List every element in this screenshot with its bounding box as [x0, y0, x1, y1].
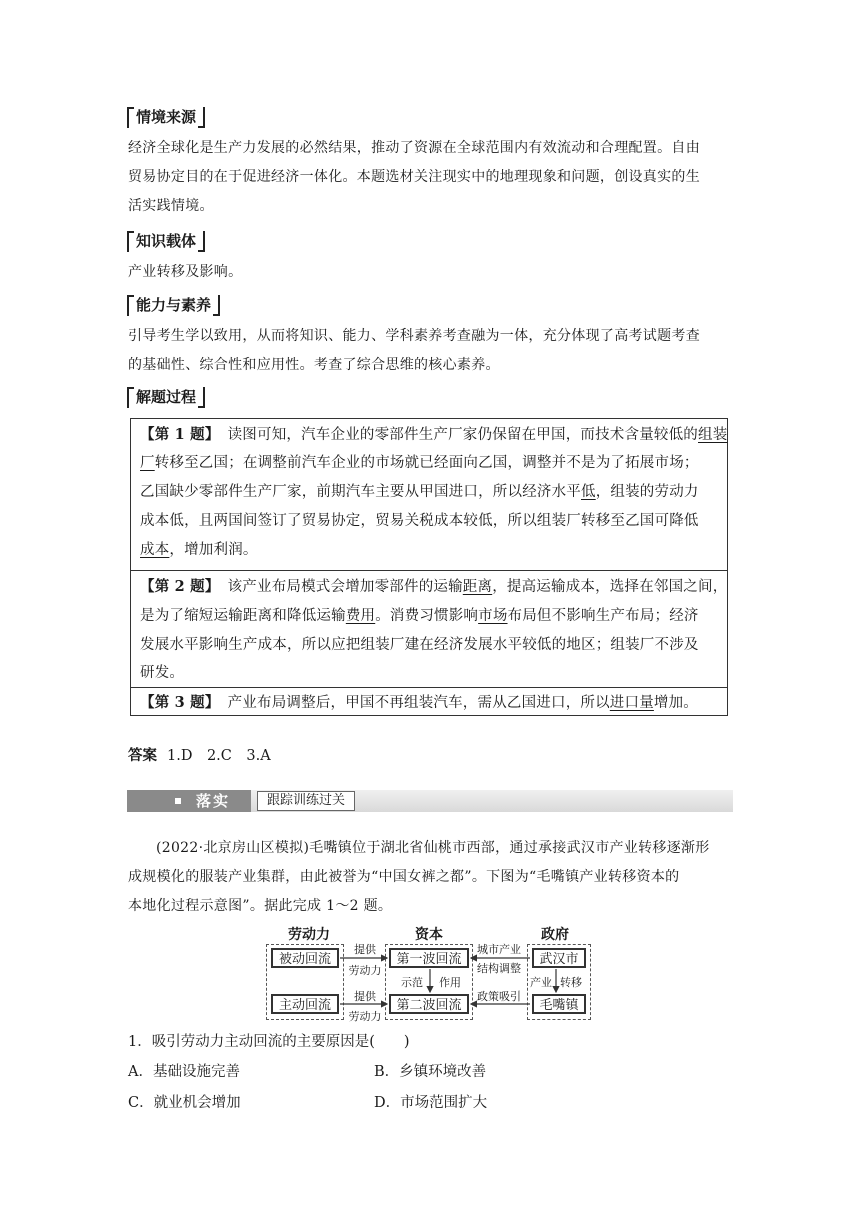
- diagram-col-gov: 政府: [541, 927, 569, 943]
- solution-row-q3: [131, 687, 727, 717]
- diagram-col-labor: 劳动力: [288, 927, 330, 943]
- paragraph-line: 产业转移及影响。: [128, 264, 243, 280]
- gov-wuhan-box: 武汉市: [532, 948, 586, 968]
- labor-passive-box: 被动回流: [271, 948, 339, 968]
- question-tag: 【第 2 题】: [140, 578, 220, 595]
- text: 产业布局调整后，甲国不再组装汽车，需从乙国进口，所以: [227, 695, 610, 711]
- gov-maozui-box: 毛嘴镇: [532, 994, 586, 1014]
- option-b: B．乡镇环境改善: [374, 1064, 487, 1080]
- context-paragraph: [128, 134, 736, 221]
- paragraph-line: 活实践情境。: [128, 198, 214, 214]
- answer-line: [128, 744, 271, 765]
- solution-line: [140, 538, 258, 559]
- answer-label: 答案: [128, 748, 157, 764]
- solution-line: [140, 633, 699, 654]
- solution-line: [140, 423, 727, 444]
- option-a: A．基础设施完善: [128, 1064, 240, 1080]
- text: 。消费习惯影响: [375, 608, 479, 624]
- option-d: D．市场范围扩大: [374, 1095, 488, 1111]
- question-stem: 1．吸引劳动力主动回流的主要原因是( ): [128, 1034, 410, 1050]
- text: 乙国缺少零部件生产厂家，前期汽车主要从甲国进口，所以经济水平: [140, 484, 581, 500]
- question-tag: 【第 1 题】: [140, 426, 220, 443]
- paragraph-line: 成规模化的服装产业集群，由此被誉为“中国女裤之都”。下图为“毛嘴镇产业转移资本的: [128, 869, 680, 885]
- paragraph-line: (2022·北京房山区模拟)毛嘴镇位于湖北省仙桃市西部，通过承接武汉市产业转移逐渐形: [156, 840, 710, 856]
- capital-second-box: 第二波回流: [389, 994, 469, 1014]
- arrow-label: 提供: [354, 943, 376, 956]
- section-heading-knowledge: 知识载体: [127, 230, 205, 252]
- underlined-key: 组装: [698, 427, 728, 443]
- solution-line: [140, 480, 699, 501]
- paragraph-line: 贸易协定目的在于促进经济一体化。本题选材关注现实中的地理现象和问题，创设真实的生: [128, 169, 700, 185]
- section-heading-ability: 能力与素养: [127, 294, 220, 316]
- section-banner: [127, 790, 733, 812]
- paragraph-line: 经济全球化是生产力发展的必然结果，推动了资源在全球范围内有效流动和合理配置。自由: [128, 140, 700, 156]
- text: 增加。: [653, 695, 699, 711]
- solution-table: [130, 418, 728, 716]
- paragraph-line: 引导考生学以致用，从而将知识、能力、学科素养考查融为一体，充分体现了高考试题考查: [128, 328, 700, 344]
- banner-dark-tab: [127, 790, 251, 812]
- text: ，提高运输成本，选择在邻国之间，: [492, 579, 728, 595]
- text: 该产业布局模式会增加零部件的运输: [227, 579, 463, 595]
- square-icon: [175, 798, 181, 804]
- ability-paragraph: [128, 322, 736, 380]
- underlined-key: 厂: [140, 455, 155, 471]
- text: 是为了缩短运输距离和降低运输: [140, 608, 346, 624]
- arrow-label: 劳动力: [348, 1010, 382, 1023]
- solution-line: [140, 509, 699, 530]
- banner-dark-label: 落实: [196, 792, 231, 810]
- banner-light-label: 跟踪训练过关: [257, 791, 355, 811]
- underlined-key: 市场: [478, 608, 508, 624]
- solution-line: [140, 691, 698, 712]
- answer-text: 1.D 2.C 3.A: [167, 748, 271, 764]
- text: ，增加利润。: [169, 542, 258, 558]
- underlined-key: 距离: [462, 579, 493, 595]
- text: ，组装的劳动力: [595, 484, 699, 500]
- question-tag: 【第 3 题】: [140, 694, 220, 711]
- capital-first-box: 第一波回流: [389, 948, 469, 968]
- option-c: C．就业机会增加: [128, 1095, 241, 1111]
- diagram-col-capital: 资本: [415, 927, 443, 943]
- arrow-label: 结构调整: [477, 962, 521, 975]
- solution-line: [140, 451, 699, 472]
- solution-row-q1: [131, 419, 727, 570]
- underlined-key: 费用: [345, 608, 376, 624]
- arrow-label: 转移: [560, 976, 582, 989]
- knowledge-paragraph: [128, 258, 736, 287]
- arrow-label: 产业: [530, 976, 552, 989]
- paragraph-line: 本地化过程示意图”。据此完成 1～2 题。: [128, 898, 393, 914]
- underlined-key: 成本: [140, 542, 170, 558]
- labor-active-box: 主动回流: [271, 994, 339, 1014]
- solution-line: [140, 604, 699, 625]
- arrow-label: 城市产业: [477, 943, 521, 956]
- arrow-label: 示范: [401, 976, 423, 989]
- text: 发展水平影响生产成本，所以应把组装厂建在经济发展水平较低的地区；组装厂不涉及: [140, 637, 699, 653]
- text: 成本低，且两国间签订了贸易协定，贸易关税成本较低，所以组装厂转移至乙国可降低: [140, 513, 699, 529]
- solution-line: [140, 661, 184, 682]
- arrow-label: 作用: [439, 976, 461, 989]
- underlined-key: 低: [581, 484, 596, 500]
- diagram-arrows: [266, 924, 596, 1022]
- paragraph-line: 的基础性、综合性和应用性。考查了综合思维的核心素养。: [128, 357, 500, 373]
- text: 布局但不影响生产布局；经济: [507, 608, 699, 624]
- solution-row-q2: [131, 570, 727, 687]
- arrow-label: 政策吸引: [477, 990, 521, 1003]
- text: 读图可知，汽车企业的零部件生产厂家仍保留在甲国，而技术含量较低的: [227, 427, 698, 443]
- arrow-label: 提供: [354, 990, 376, 1003]
- solution-line: [140, 575, 727, 596]
- intro-paragraph: [128, 834, 736, 921]
- text: 研发。: [140, 665, 185, 681]
- arrow-label: 劳动力: [348, 964, 382, 977]
- text: 转移至乙国；在调整前汽车企业的市场就已经面向乙国，调整并不是为了拓展市场；: [154, 455, 699, 471]
- transfer-diagram: [266, 924, 596, 1022]
- section-heading-process: 解题过程: [127, 386, 205, 408]
- underlined-key: 进口量: [609, 695, 654, 711]
- section-heading-context: 情境来源: [127, 106, 205, 128]
